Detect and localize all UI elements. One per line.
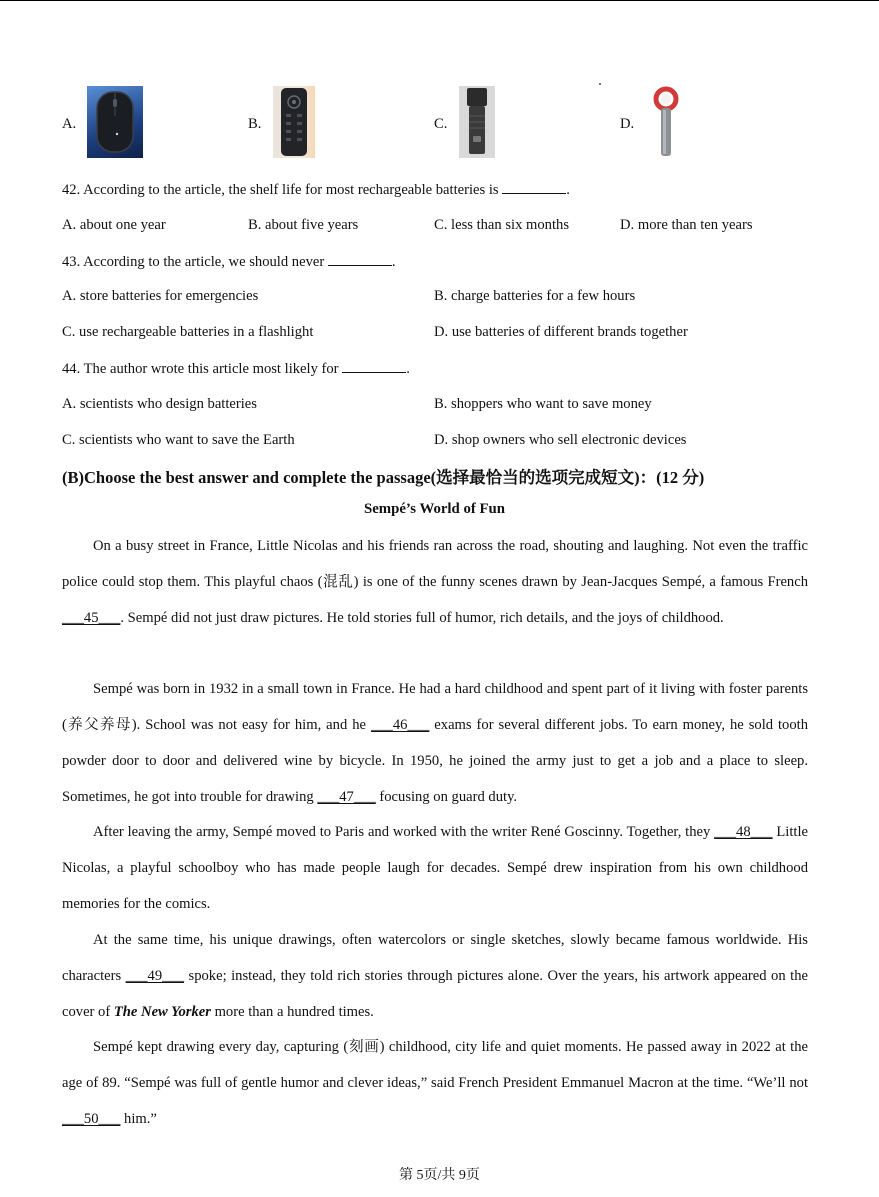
q44-option-d: D. shop owners who sell electronic devices [434, 432, 687, 448]
q41-option-a-label: A. [62, 116, 77, 132]
q42-answer-blank [502, 180, 566, 194]
flashlight-icon [459, 86, 495, 158]
p3-text-a: After leaving the army, Sempé moved to Paris and worked with the writer René Goscinny. Together, they [93, 824, 711, 840]
passage-paragraph-3 [62, 815, 808, 923]
q43-option-a: A. store batteries for emergencies [62, 288, 259, 304]
q42-stem-line [62, 180, 570, 199]
blank-46: ___46___ [370, 716, 430, 733]
blank-48: ___48___ [714, 824, 773, 840]
page-number: 第 5页/共 9页 [399, 1168, 480, 1183]
p1-text-a: On a busy street in France, Little Nicolas and his friends ran across the road, shouting and laughing. Not even the traffic police could stop them. This playful chaos (混乱) is one of the funny scenes drawn by Jean-Jacques Sempé, a famous French [62, 538, 808, 590]
blank-49: ___49___ [125, 967, 185, 984]
passage-paragraph-4 [62, 923, 808, 1031]
q44-option-c: C. scientists who want to save the Earth [62, 432, 295, 448]
q41-option-d-label: D. [620, 116, 635, 132]
stray-mark [599, 83, 601, 85]
q43-option-d: D. use batteries of different brands together [434, 324, 688, 340]
p5-text-a: Sempé kept drawing every day, capturing (刻画) childhood, city life and quiet moments. He passed away in 2022 at the age of 89. “Sempé was full of gentle humor and clever ideas,” said French President Emmanuel Macron at the time. “We’ll not [62, 1039, 808, 1091]
p4-text-b: spoke; instead, they told rich stories through pictures alone. Over the years, his artwork appeared on the cover of [62, 967, 808, 1020]
q43-option-c: C. use rechargeable batteries in a flashlight [62, 324, 314, 340]
p1-text-b: . Sempé did not just draw pictures. He told stories full of humor, rich details, and the joys of childhood. [120, 609, 724, 626]
section-b-heading: (B)Choose the best answer and complete the passage(选择最恰当的选项完成短文)：(12 分) [62, 468, 705, 487]
q43-end: . [391, 254, 396, 270]
q42-option-a: A. about one year [62, 217, 166, 233]
page-top-rule [0, 0, 879, 1]
q41-option-c-label: C. [434, 116, 448, 132]
p4-text-c: more than a hundred times. [214, 1003, 374, 1020]
passage-paragraph-5 [62, 1030, 808, 1138]
hair-dryer-icon [645, 86, 687, 158]
q44-stem-line [62, 359, 410, 378]
q41-option-b-label: B. [248, 116, 262, 132]
q43-stem-line [62, 252, 396, 271]
passage-title: Sempé’s World of Fun [364, 501, 505, 517]
p5-text-b: him.” [124, 1110, 157, 1127]
computer-mouse-icon [87, 86, 143, 158]
q42-stem: 42. According to the article, the shelf life for most rechargeable batteries is [62, 182, 499, 198]
q42-option-d: D. more than ten years [620, 217, 753, 233]
blank-47: ___47___ [317, 788, 376, 805]
q44-option-b: B. shoppers who want to save money [434, 396, 652, 412]
q43-option-b: B. charge batteries for a few hours [434, 288, 636, 304]
q42-option-c: C. less than six months [434, 217, 569, 233]
q44-stem: 44. The author wrote this article most likely for [62, 361, 339, 377]
q44-answer-blank [342, 359, 406, 373]
p2-text-a: Sempé was born in 1932 in a small town in France. He had a hard childhood and spent part of it living with foster parents (养父养母). School was not easy for him, and he [62, 681, 808, 733]
q43-stem: 43. According to the article, we should never [62, 254, 325, 270]
blank-50: ___50___ [62, 1110, 121, 1127]
magazine-name: The New Yorker [113, 1003, 211, 1020]
q42-option-b: B. about five years [248, 217, 359, 233]
blank-45: ___45___ [62, 609, 121, 626]
p2-text-b: exams for several different jobs. To earn money, he sold tooth powder door to door and delivered wine by bicycle. In 1950, he joined the army just to get a job and a place to sleep. Sometimes, he got into trouble for drawing [62, 716, 809, 805]
p3-text-b: Little Nicolas, a playful schoolboy who has made people laugh for decades. Sempé drew inspiration from his own childhood memories for the comics. [62, 824, 808, 912]
q44-option-a: A. scientists who design batteries [62, 396, 257, 412]
p4-text-a: At the same time, his unique drawings, often watercolors or single sketches, slowly became famous worldwide. His characters [62, 932, 808, 984]
p2-text-c: focusing on guard duty. [379, 788, 518, 805]
q44-end: . [406, 361, 410, 377]
passage-paragraph-1 [62, 529, 808, 637]
remote-control-icon [273, 86, 315, 158]
q42-end: . [566, 182, 570, 198]
passage-paragraph-2 [62, 672, 808, 816]
q43-answer-blank [328, 252, 392, 266]
